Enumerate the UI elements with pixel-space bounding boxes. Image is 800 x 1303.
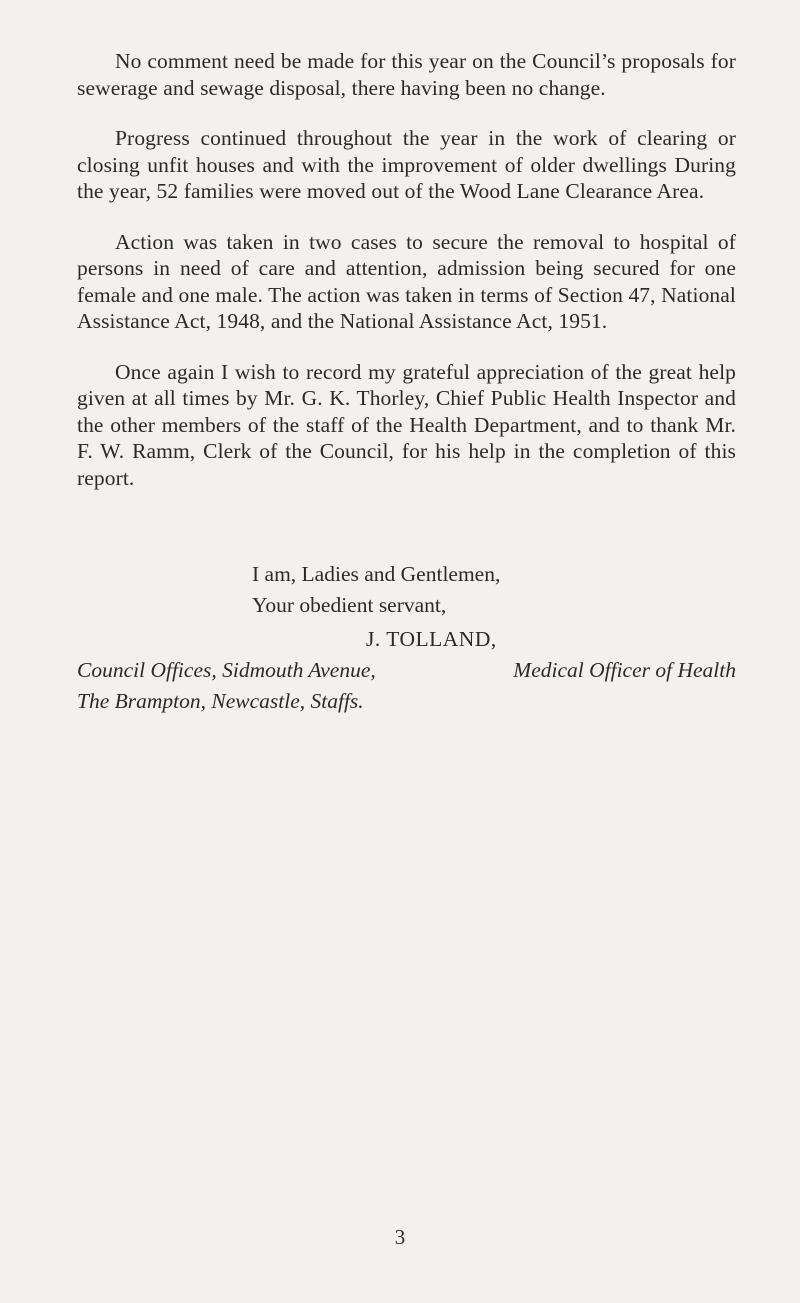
valediction: Your obedient servant, [252,593,447,617]
address-line-2: The Brampton, Newcastle, Staffs. [77,689,364,713]
signatory-name: J. TOLLAND, [366,627,497,651]
paragraph-housing: Progress continued throughout the year in the work of clearing or closing unfit houses and with the improvement of older dwellings During the year, 52 families were moved out of the Wood Lane Clearance Area. [77,126,736,203]
page-number: 3 [394,1225,406,1249]
signature-block [77,624,736,717]
paragraph-appreciation: Once again I wish to record my grateful appreciation of the great help given at all times by Mr. G. K. Thorley, Chief Public Health Inspector and the other members of the staff of the Health Department, and to thank Mr. F. W. Ramm, Clerk of the Council, for his help in the completion of this report. [77,359,736,490]
salutation: I am, Ladies and Gentlemen, [252,562,501,586]
report-body [77,48,736,515]
closing-block [77,559,736,621]
paragraph-national-assistance: Action was taken in two cases to secure the removal to hospital of persons in need of care and attention, admission being secured for one female and one male. The action was taken in terms of Section 47, National Assistance Act, 1948, and the National Assistance Act, 1951. [77,229,736,333]
address-line-1: Council Offices, Sidmouth Avenue, [77,658,376,682]
signatory-title: Medical Officer of Health [513,658,736,682]
paragraph-sewerage: No comment need be made for this year on the Council’s proposals for sewerage and sewage disposal, there having been no change. [77,49,736,100]
address-and-title-row [77,655,736,686]
